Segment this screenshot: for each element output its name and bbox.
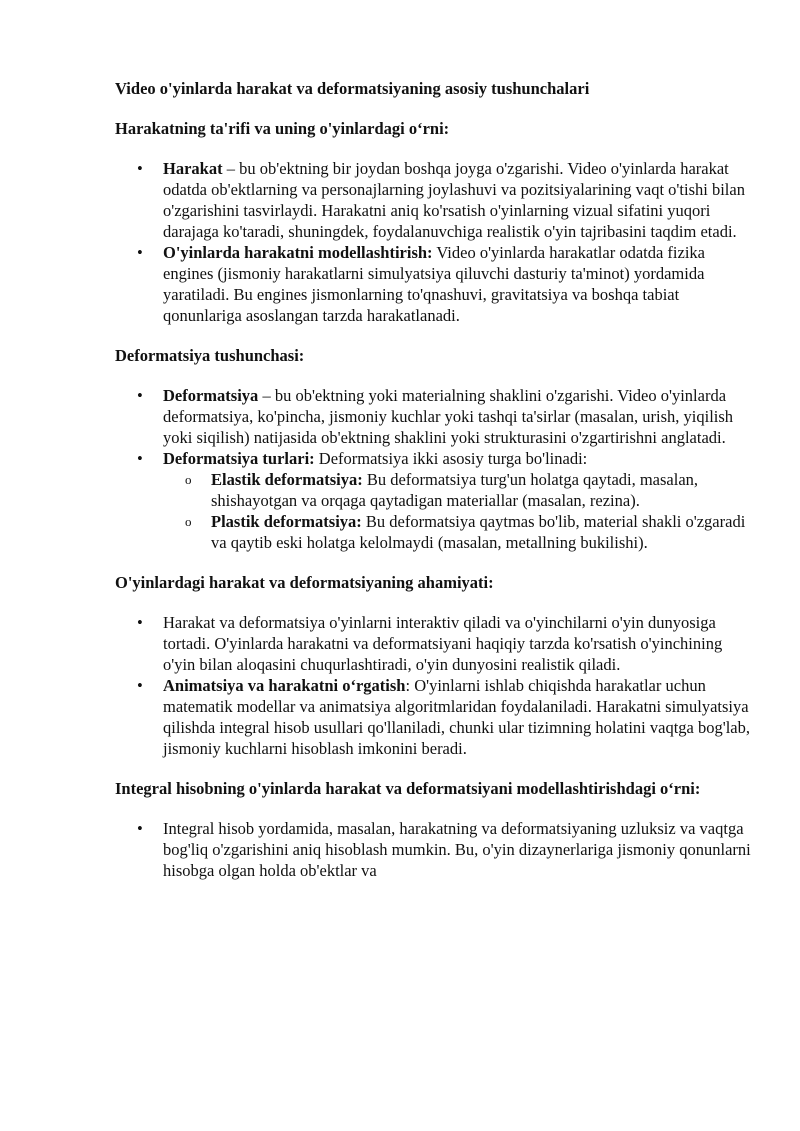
sub-list-item bbox=[163, 511, 755, 553]
bullet-list bbox=[115, 612, 755, 759]
bullet-list bbox=[115, 385, 755, 553]
list-item bbox=[115, 818, 755, 881]
term-bold: O'yinlarda harakatni modellashtirish: bbox=[163, 243, 433, 262]
item-text: : O'yinlarni ishlab chiqishda harakatlar uchun matematik modellar va animatsiya algoritmlaridan foydalaniladi. Harakatni simulyatsiya qilishda integral hisob usullari qo'llaniladi, chunki ular tizimning holatini vaqtga bog'lab, jismoniy kuchlarni hisoblash imkonini beradi. bbox=[163, 676, 751, 758]
term-bold: Deformatsiya turlari: bbox=[163, 449, 315, 468]
list-item bbox=[115, 448, 755, 553]
term-bold: Deformatsiya bbox=[163, 386, 259, 405]
list-item bbox=[115, 158, 755, 242]
item-text: Integral hisob yordamida, masalan, harakatning va deformatsiyaning uzluksiz va vaqtga bog'liq o'zgarishini aniq hisoblash mumkin. Bu, o'yin dizaynerlariga jismoniy qonunlarni hisobga olgan holda ob'ektlar va bbox=[163, 819, 751, 880]
item-text: – bu ob'ektning bir joydan boshqa joyga o'zgarishi. Video o'yinlarda harakat odatda ob'ektlarning va personajlarning joylashuvi va pozitsiyalarining vaqt o'tishi bilan o'zgarishini tasvirlaydi. Harakatni aniq ko'rsatish o'yinlarning vizual sifatini yuqori darajaga ko'taradi, shuningdek, foydalanuvchiga realistik o'yin tajribasini taqdim etadi. bbox=[163, 159, 745, 241]
item-text: Harakat va deformatsiya o'yinlarni interaktiv qiladi va o'yinchilarni o'yin dunyosiga tortadi. O'yinlarda harakatni va deformatsiyani haqiqiy tarzda ko'rsatish o'yinchining o'yin bilan aloqasini chuqurlashtiradi, o'yin dunyosini realistik qiladi. bbox=[163, 613, 723, 674]
list-item bbox=[115, 675, 755, 759]
document-title: Video o'yinlarda harakat va deformatsiyaning asosiy tushunchalari bbox=[115, 79, 590, 98]
section-heading: Deformatsiya tushunchasi: bbox=[115, 346, 305, 365]
term-bold: Elastik deformatsiya: bbox=[211, 470, 363, 489]
term-bold: Animatsiya va harakatni o‘rgatish bbox=[163, 676, 406, 695]
term-bold: Plastik deformatsiya: bbox=[211, 512, 362, 531]
sub-list bbox=[163, 469, 755, 553]
bullet-list bbox=[115, 818, 755, 881]
sub-list-item bbox=[163, 469, 755, 511]
item-text: Bu deformatsiya turg'un holatga qaytadi, masalan, shishayotgan va orqaga qaytadigan materiallar (masalan, rezina). bbox=[211, 470, 699, 510]
list-item bbox=[115, 612, 755, 675]
list-item bbox=[115, 242, 755, 326]
section-heading: Integral hisobning o'yinlarda harakat va deformatsiyani modellashtirishdagi o‘rni: bbox=[115, 779, 701, 798]
list-item bbox=[115, 385, 755, 448]
term-bold: Harakat bbox=[163, 159, 223, 178]
bullet-list bbox=[115, 158, 755, 326]
section-heading: Harakatning ta'rifi va uning o'yinlardagi o‘rni: bbox=[115, 119, 450, 138]
item-text: Bu deformatsiya qaytmas bo'lib, material shakli o'zgaradi va qaytib eski holatga kelolmaydi (masalan, metallning bukilishi). bbox=[211, 512, 746, 552]
item-text: – bu ob'ektning yoki materialning shaklini o'zgarishi. Video o'yinlarda deformatsiya, ko'pincha, jismoniy kuchlar yoki tashqi ta'sirlar (masalan, urish, yiqilish yoki siqilish) natijasida ob'ektning shaklini yoki strukturasini o'zgartirishni anglatadi. bbox=[163, 386, 734, 447]
item-text: Deformatsiya ikki asosiy turga bo'linadi: bbox=[314, 449, 588, 468]
section-heading: O'yinlardagi harakat va deformatsiyaning ahamiyati: bbox=[115, 573, 494, 592]
document-page bbox=[115, 78, 755, 881]
item-text: Video o'yinlarda harakatlar odatda fizika engines (jismoniy harakatlarni simulyatsiya qiluvchi dasturiy ta'minot) yordamida yaratiladi. Bu engines jismonlarning to'qnashuvi, gravitatsiya va boshqa tabiat qonunlariga asoslangan tarzda harakatlanadi. bbox=[163, 243, 705, 325]
